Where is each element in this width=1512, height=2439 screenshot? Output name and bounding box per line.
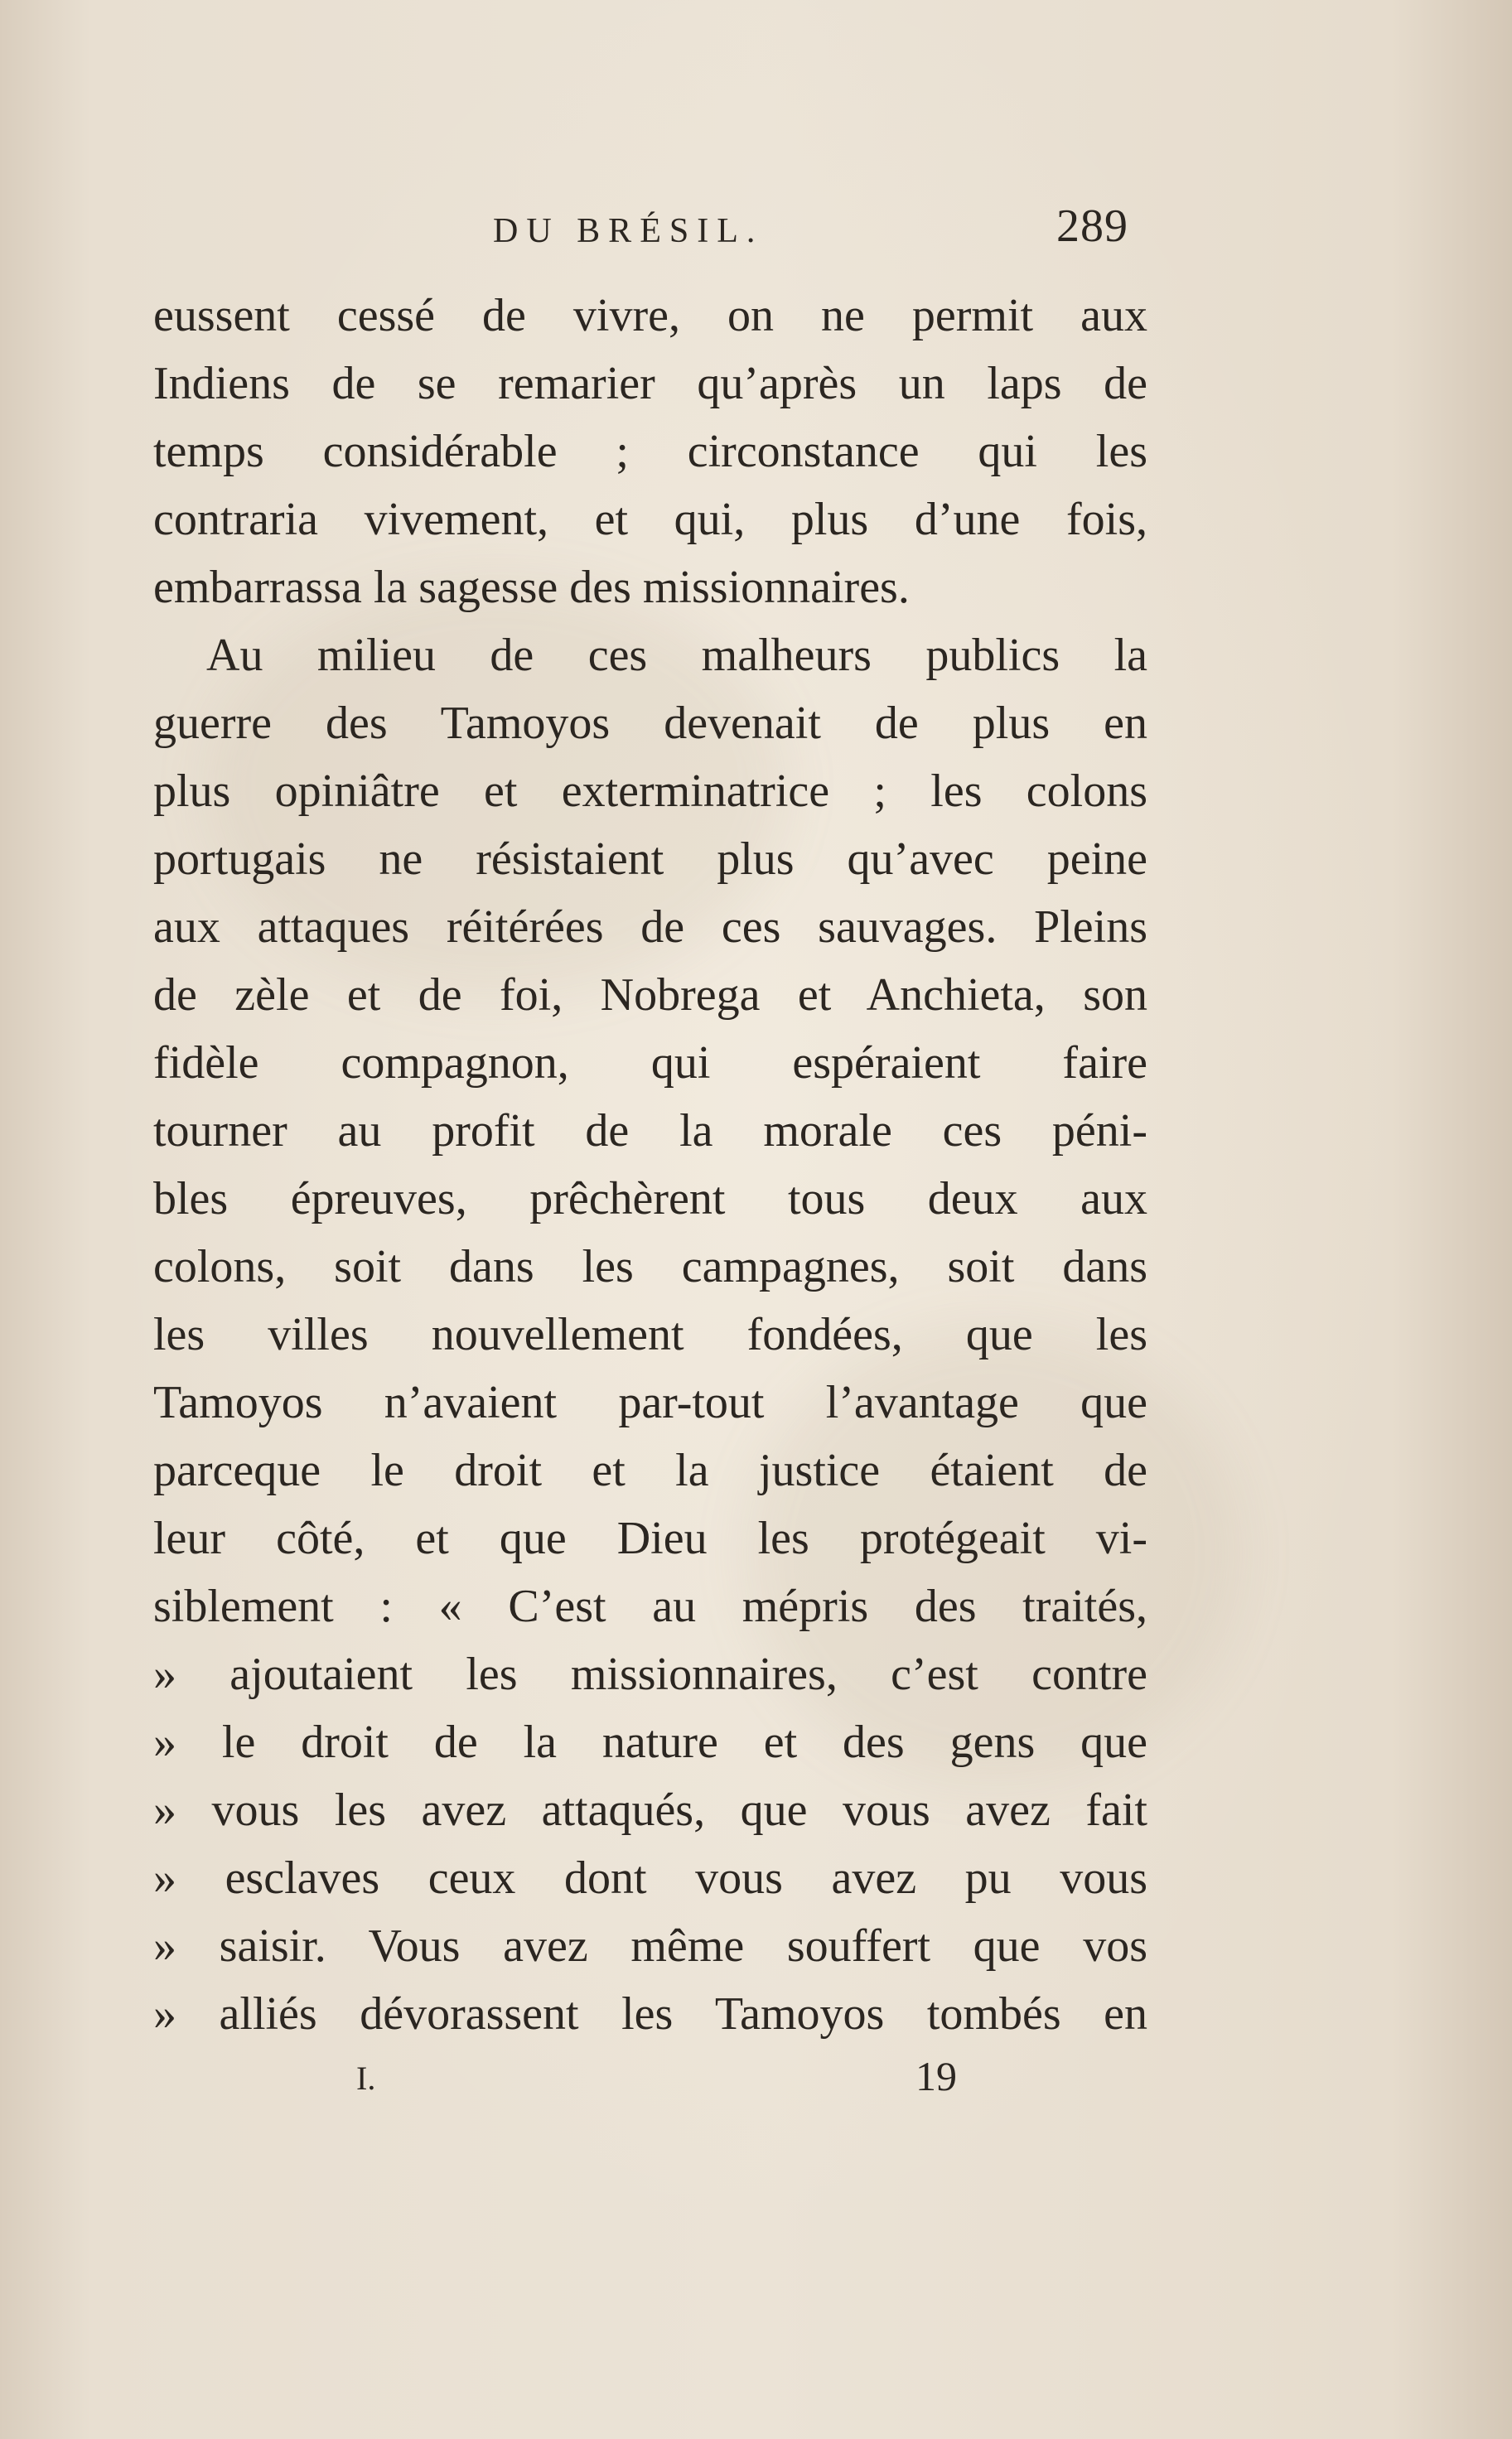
- text-line: fidèle compagnon, qui espéraient faire: [153, 1037, 1147, 1089]
- text-line: les villes nouvellement fondées, que les: [153, 1309, 1147, 1360]
- text-line: » le droit de la nature et des gens que: [153, 1717, 1147, 1768]
- page-number: 289: [1056, 200, 1128, 252]
- text-line: embarrassa la sagesse des missionnaires.: [153, 562, 910, 613]
- signature-number: 19: [915, 2053, 957, 2099]
- text-line: eussent cessé de vivre, on ne permit aux: [153, 290, 1147, 341]
- page-header: [493, 200, 1147, 261]
- text-line: parceque le droit et la justice étaient de: [153, 1445, 1147, 1496]
- body-text: [153, 282, 1147, 2048]
- text-line: tourner au profit de la morale ces péni-: [153, 1105, 1147, 1157]
- text-line: leur côté, et que Dieu les protégeait vi-: [153, 1513, 1147, 1564]
- text-line: Indiens de se remarier qu’après un laps de: [153, 358, 1147, 409]
- text-line: » ajoutaient les missionnaires, c’est contre: [153, 1649, 1147, 1700]
- text-line: » saisir. Vous avez même souffert que vos: [153, 1920, 1147, 1972]
- text-line: plus opiniâtre et exterminatrice ; les colons: [153, 766, 1147, 817]
- text-line: siblement : « C’est au mépris des traités,: [153, 1581, 1147, 1632]
- text-line: de zèle et de foi, Nobrega et Anchieta, son: [153, 969, 1147, 1021]
- page-footer: [356, 2053, 1019, 2117]
- running-title: DU BRÉSIL.: [493, 212, 764, 250]
- text-line: » esclaves ceux dont vous avez pu vous: [153, 1852, 1147, 1904]
- text-line: bles épreuves, prêchèrent tous deux aux: [153, 1173, 1147, 1224]
- text-line: aux attaques réitérées de ces sauvages. Pleins: [153, 901, 1147, 953]
- text-line: guerre des Tamoyos devenait de plus en: [153, 698, 1147, 749]
- text-line: temps considérable ; circonstance qui les: [153, 426, 1147, 477]
- text-line: contraria vivement, et qui, plus d’une fois,: [153, 494, 1147, 545]
- text-line: colons, soit dans les campagnes, soit dans: [153, 1241, 1147, 1292]
- text-line: » vous les avez attaqués, que vous avez fait: [153, 1785, 1147, 1836]
- text-line: portugais ne résistaient plus qu’avec peine: [153, 833, 1147, 885]
- text-line: Tamoyos n’avaient par-tout l’avantage que: [153, 1377, 1147, 1428]
- signature-mark: I.: [356, 2060, 376, 2097]
- text-line: Au milieu de ces malheurs publics la: [206, 630, 1147, 681]
- text-line: » alliés dévorassent les Tamoyos tombés en: [153, 1988, 1147, 2040]
